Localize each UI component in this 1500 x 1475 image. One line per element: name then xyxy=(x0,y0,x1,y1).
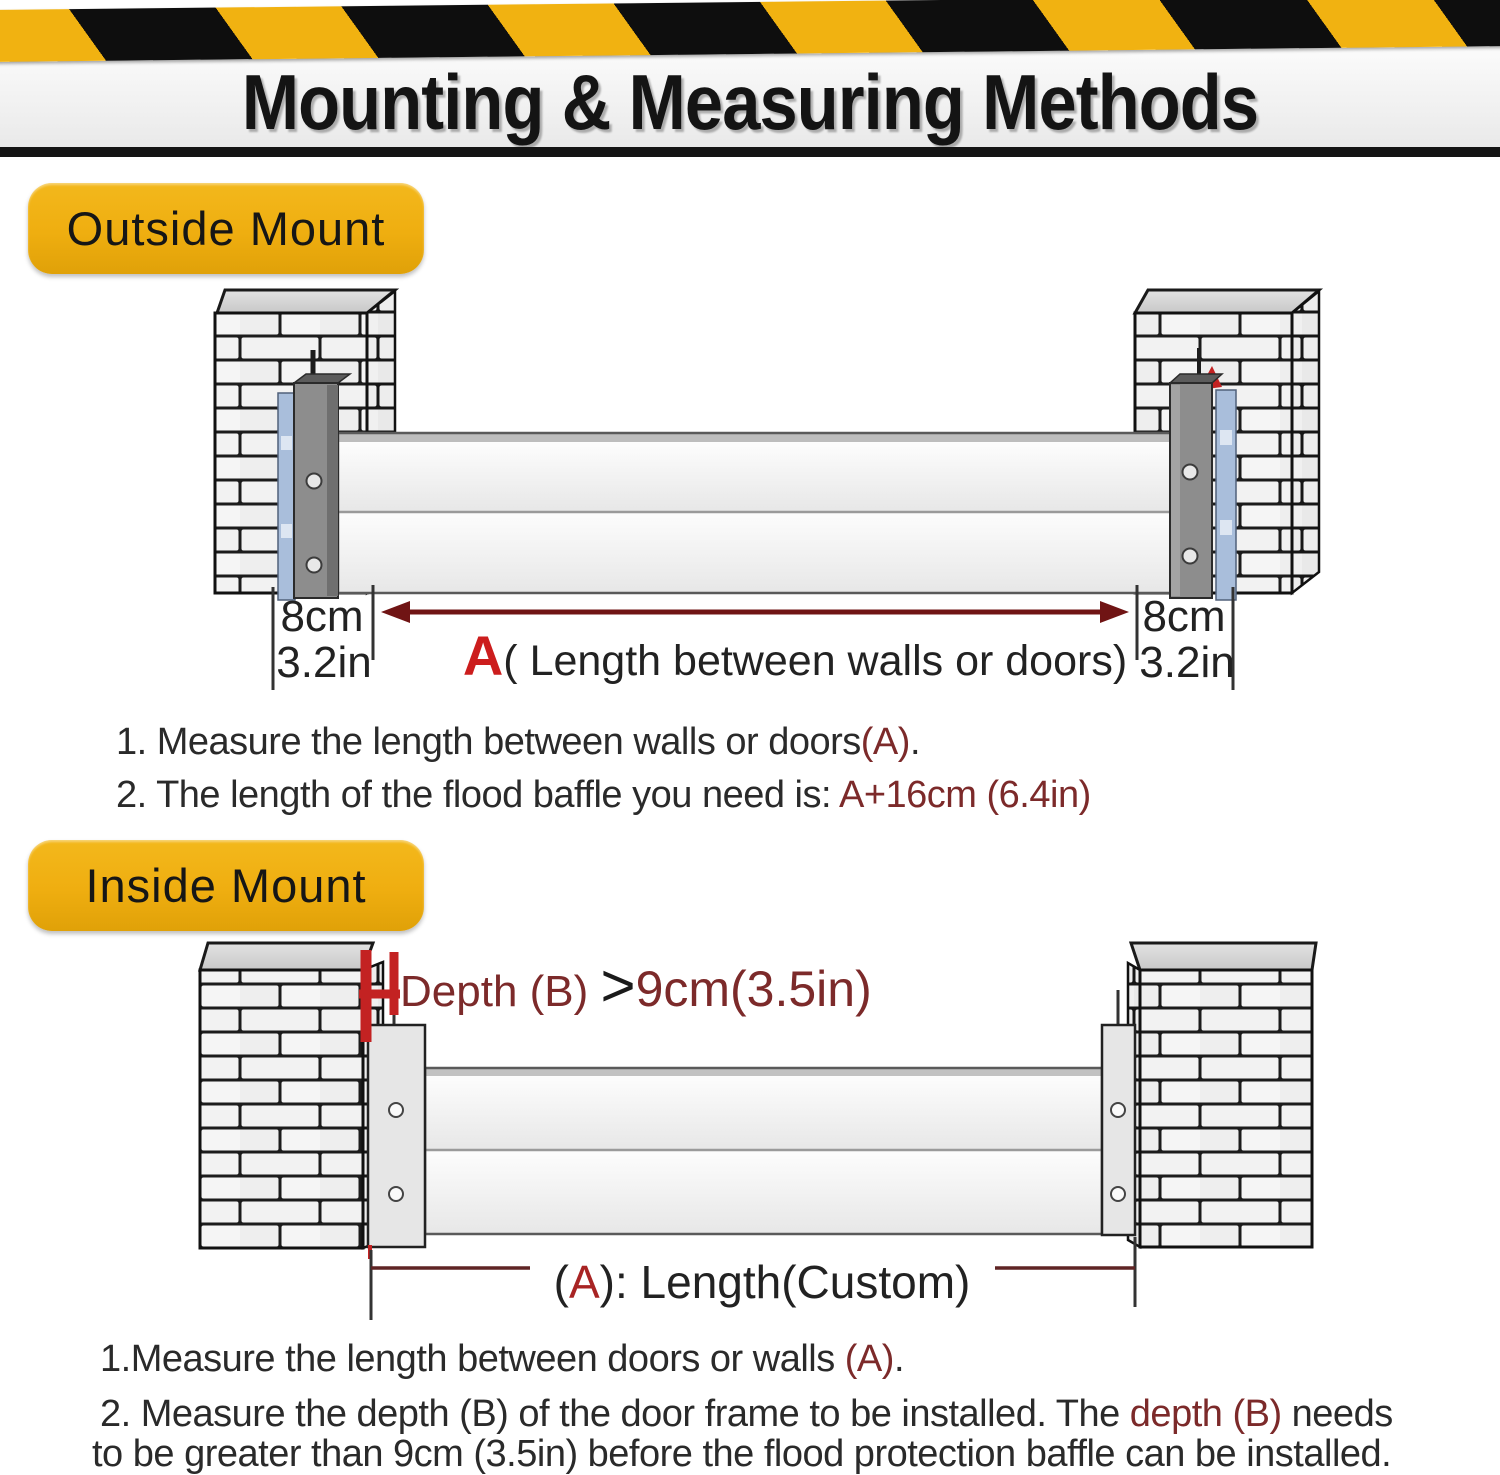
screw-icon xyxy=(1183,549,1198,564)
inside-mount-diagram xyxy=(0,930,1500,1325)
outside-mount-badge: Outside Mount xyxy=(28,183,424,274)
screw-icon xyxy=(1183,465,1198,480)
span-label: A( Length between walls or doors) xyxy=(462,624,1128,687)
right-brick-pillar xyxy=(1128,943,1316,1247)
screw-icon xyxy=(389,1103,403,1117)
outside-step-2: 2. The length of the flood baffle you need is: A+16cm (6.4in) xyxy=(116,774,1091,816)
outside-mount-diagram xyxy=(0,280,1500,700)
inside-step-1: 1.Measure the length between doors or walls (A). xyxy=(100,1338,904,1380)
outside-dimension xyxy=(273,585,1235,690)
inside-mount-badge: Inside Mount xyxy=(28,840,424,931)
flood-barrier xyxy=(425,1068,1102,1234)
dim-right-inch: 3.2in xyxy=(1139,638,1235,687)
dim-left-cm: 8cm xyxy=(280,592,364,641)
left-brick-pillar xyxy=(200,943,383,1248)
inside-step-2-line2: to be greater than 9cm (3.5in) before the flood protection baffle can be installed. xyxy=(92,1433,1392,1475)
length-label: (A): Length(Custom) xyxy=(553,1256,971,1308)
flood-barrier xyxy=(338,433,1172,593)
dim-left-inch: 3.2in xyxy=(276,638,372,687)
left-frame-bracket xyxy=(368,1013,425,1259)
screw-icon xyxy=(1111,1103,1125,1117)
title-divider xyxy=(0,147,1500,157)
screw-icon xyxy=(307,558,322,573)
dim-right-cm: 8cm xyxy=(1142,592,1226,641)
inside-dimension xyxy=(371,1237,1135,1320)
screw-icon xyxy=(307,474,322,489)
screw-icon xyxy=(1111,1187,1125,1201)
screw-icon xyxy=(389,1187,403,1201)
inside-step-2-line1: 2. Measure the depth (B) of the door frame to be installed. The depth (B) needs xyxy=(100,1393,1393,1435)
depth-label: Depth (B) >9cm(3.5in) xyxy=(400,952,872,1019)
page-title: Mounting & Measuring Methods xyxy=(241,57,1259,146)
outside-step-1: 1. Measure the length between walls or doors(A). xyxy=(116,721,920,763)
right-frame-bracket xyxy=(1102,990,1135,1235)
